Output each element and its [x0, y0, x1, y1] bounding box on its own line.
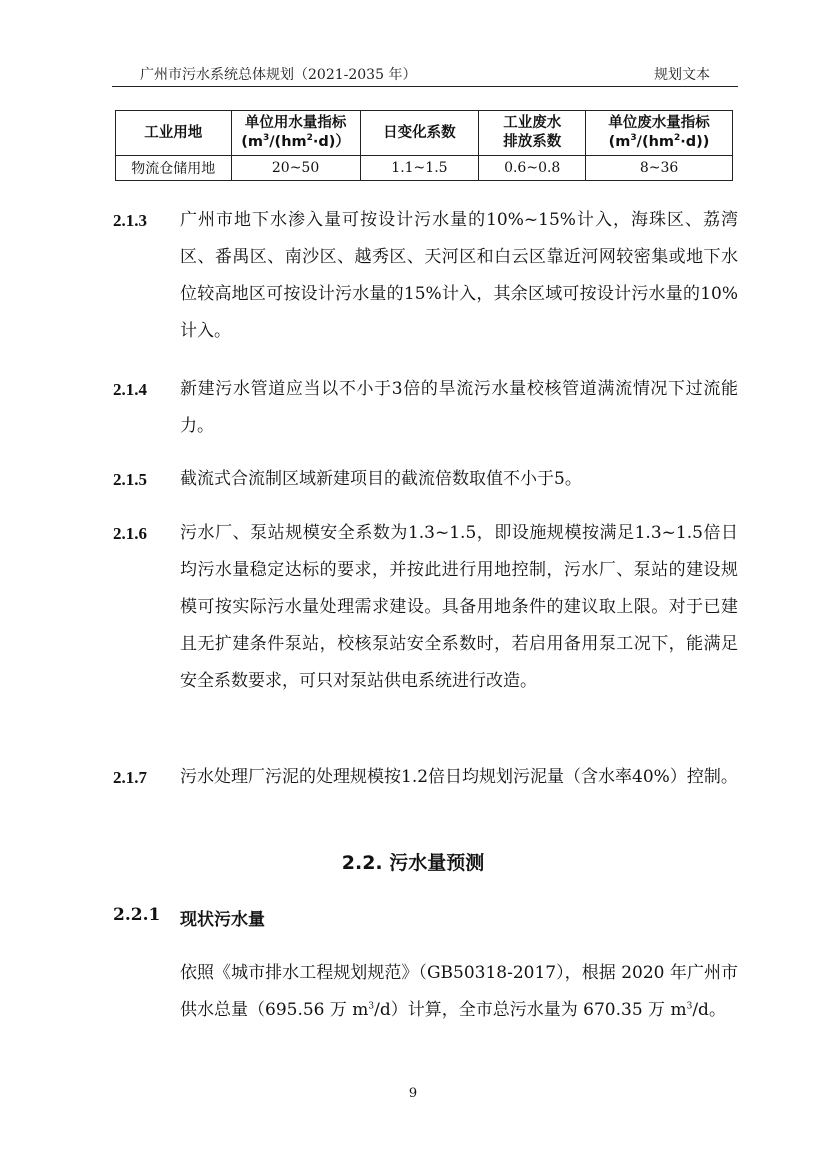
clause-number: 2.1.4 [113, 380, 147, 399]
clause-number: 2.1.7 [113, 768, 147, 787]
clause-text: 截流式合流制区域新建项目的截流倍数取值不小于5。 [180, 469, 582, 489]
wastewater-index-table [115, 110, 733, 181]
page-number: 9 [408, 1086, 418, 1101]
cell-land-use: 物流仓储用地 [116, 156, 232, 181]
header-land-use: 工业用地 [116, 111, 232, 156]
table-header-row [116, 111, 733, 156]
document-type: 规划文本 [654, 67, 710, 83]
body-paragraph: 依照《城市排水工程规划规范》（GB50318-2017），根据 2020 年广州市供水总量（695.56 万 $m^3/d$）计算，全市总污水量为 670.35 万 $m^3/d$。 [180, 963, 738, 1020]
clause-text: 污水处理厂污泥的处理规模按1.2倍日均规划污泥量（含水率40%）控制。 [180, 767, 738, 787]
document-title: 广州市污水系统总体规划（2021-2035 年） [140, 67, 417, 83]
clause-text: 污水厂、泵站规模安全系数为1.3~1.5，即设施规模按满足1.3~1.5倍日均污水量稳定达标的要求，并按此进行用地控制，污水厂、泵站的建设规模可按实际污水量处理需求建设。具备用地条件的建议取上限。对于已建且无扩建条件泵站，校核泵站安全系数时，若启用备用泵工况下，能满足安全系数要求，可只对泵站供电系统进行改造。 [180, 523, 738, 691]
clause-text: 广州市地下水渗入量可按设计污水量的10%~15%计入，海珠区、荔湾区、番禺区、南沙区、越秀区、天河区和白云区靠近河网较密集或地下水位较高地区可按设计污水量的15%计入，其余区域可按设计污水量的10%计入。 [180, 210, 738, 341]
clause-number: 2.1.5 [113, 470, 147, 489]
header-water-index: 单位用水量指标 $(m^3/(hm^2\cdot d))$ [231, 111, 360, 156]
subsection-number: 2.2.1 [113, 905, 161, 925]
header-wastewater-index: 单位废水量指标 $(m^3/(hm^2\cdot d))$ [586, 111, 733, 156]
clause-number: 2.1.3 [113, 211, 147, 230]
header-discharge-factor: 工业废水 排放系数 [479, 111, 586, 156]
subsection-title: 现状污水量 [180, 910, 265, 930]
header-daily-factor: 日变化系数 [360, 111, 479, 156]
clause-text: 新建污水管道应当以不小于3倍的旱流污水量校核管道满流情况下过流能力。 [180, 379, 738, 436]
cell-daily-factor: 1.1~1.5 [360, 156, 479, 181]
subsection-heading [113, 905, 265, 930]
clause-number: 2.1.6 [113, 524, 147, 543]
cell-wastewater-index: 8~36 [586, 156, 733, 181]
page-header [112, 64, 738, 87]
cell-discharge-factor: 0.6~0.8 [479, 156, 586, 181]
section-title: 2.2. 污水量预测 [341, 852, 485, 874]
cell-water-index: 20~50 [231, 156, 360, 181]
table-row [116, 156, 733, 181]
